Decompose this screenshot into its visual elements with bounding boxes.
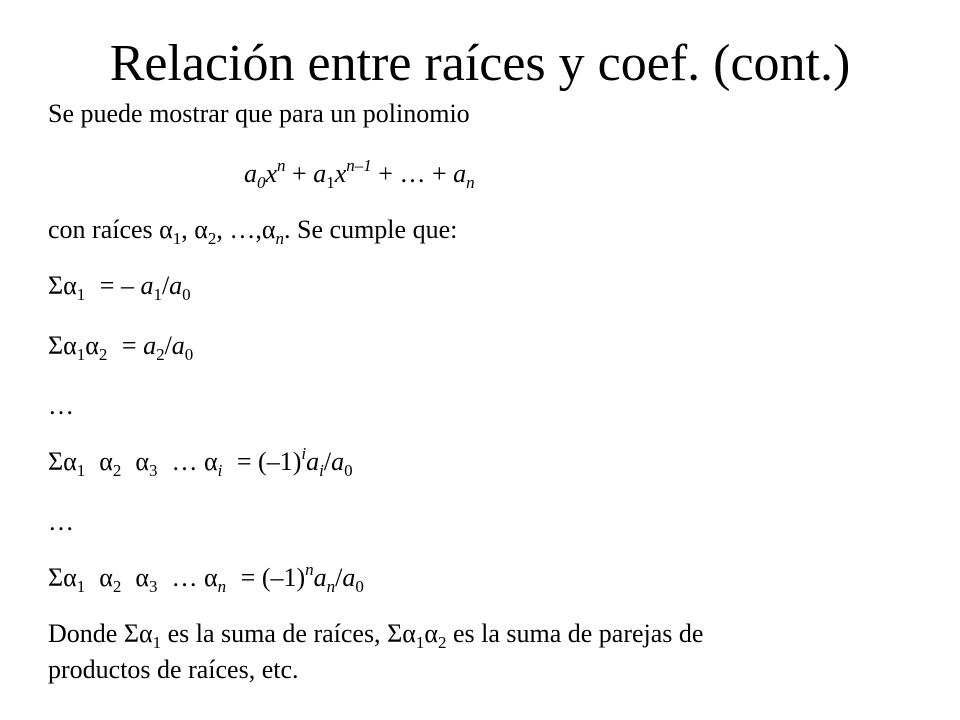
ellipsis-row: … [48,391,74,420]
formula-sum-n: $\Sigma\alpha_1$ $\alpha_2$ $\alpha_3$ … $\alpha_n = (-1)^na_n/a_0$ [48,560,364,596]
formula-sum-pairs: $\Sigma\alpha_1\alpha_2 = a_2/a_0$ [48,331,194,364]
ellipsis-row-2: … [48,507,74,536]
intro-text: Se puede mostrar que para un polinomio [48,99,470,128]
roots-statement: con raíces $\alpha_1$, $\alpha_2$, $\dots,\alpha_n$. Se cumple que: [48,215,458,248]
formula-sum-roots: $\Sigma\alpha_1$ = – $a_1/a_0$ [48,271,191,304]
slide-title: Relación entre raíces y coef. (cont.) [109,35,851,92]
footer-line-1: Donde $\Sigma\alpha_1$ es la suma de raíces, $\Sigma\alpha_1\alpha_2$ es la suma de parejas de [48,619,704,652]
polynomial-expression: $a_0x^n + a_1x^{n-1}$ + … + $a_n$ [244,156,475,192]
footer-line-2: productos de raíces, etc. [48,655,299,684]
formula-sum-i: $\Sigma\alpha_1$ $\alpha_2$ $\alpha_3$ … $\alpha_i = (-1)^ia_i/a_0$ [48,444,353,480]
